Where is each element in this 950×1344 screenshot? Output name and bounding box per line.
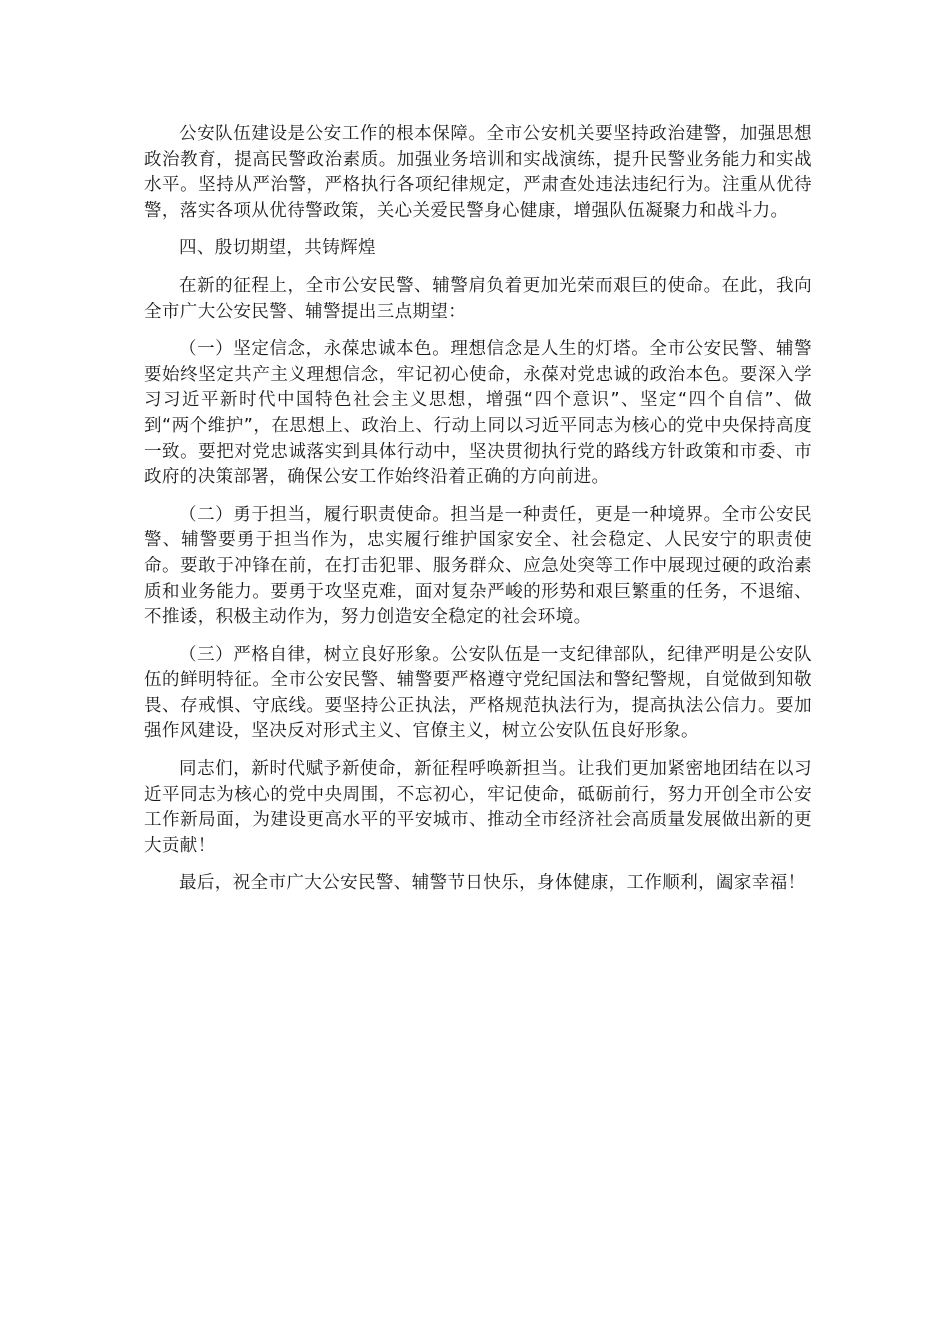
document-body <box>144 122 812 909</box>
paragraph-expectation-two: （二）勇于担当，履行职责使命。担当是一种责任，更是一种境界。全市公安民警、辅警要勇于担当作为，忠实履行维护国家安全、社会稳定、人民安宁的职责使命。要敢于冲锋在前，在打击犯罪、服务群众、应急处突等工作中展现过硬的政治素质和业务能力。要勇于攻坚克难，面对复杂严峻的形势和艰巨繁重的任务，不退缩、不推诿，积极主动作为，努力创造安全稳定的社会环境。 <box>144 504 812 628</box>
paragraph-intro-expectations: 在新的征程上，全市公安民警、辅警肩负着更加光荣而艰巨的使命。在此，我向全市广大公安民警、辅警提出三点期望： <box>144 275 812 322</box>
paragraph-call-to-action: 同志们，新时代赋予新使命，新征程呼唤新担当。让我们更加紧密地团结在以习近平同志为核心的党中央周围，不忘初心，牢记使命，砥砺前行，努力开创全市公安工作新局面，为建设更高水平的平安城市、推动全市经济社会高质量发展做出新的更大贡献！ <box>144 759 812 856</box>
paragraph-expectation-one: （一）坚定信念，永葆忠诚本色。理想信念是人生的灯塔。全市公安民警、辅警要始终坚定共产主义理想信念，牢记初心使命，永葆对党忠诚的政治本色。要深入学习习近平新时代中国特色社会主义思想，增强“四个意识”、坚定“四个自信”、做到“两个维护”，在思想上、政治上、行动上同以习近平同志为核心的党中央保持高度一致。要把对党忠诚落实到具体行动中，坚决贯彻执行党的路线方针政策和市委、市政府的决策部署，确保公安工作始终沿着正确的方向前进。 <box>144 339 812 488</box>
paragraph-closing-wishes: 最后，祝全市广大公安民警、辅警节日快乐，身体健康，工作顺利，阖家幸福！ <box>179 873 806 894</box>
paragraph-expectation-three: （三）严格自律，树立良好形象。公安队伍是一支纪律部队，纪律严明是公安队伍的鲜明特征。全市公安民警、辅警要严格遵守党纪国法和警纪警规，自觉做到知敬畏、存戒惧、守底线。要坚持公正执法，严格规范执法行为，提高执法公信力。要加强作风建设，坚决反对形式主义、官僚主义，树立公安队伍良好形象。 <box>144 644 812 742</box>
paragraph-team-building: 公安队伍建设是公安工作的根本保障。全市公安机关要坚持政治建警，加强思想政治教育，提高民警政治素质。加强业务培训和实战演练，提升民警业务能力和实战水平。坚持从严治警，严格执行各项纪律规定，严肃查处违法违纪行为。注重从优待警，落实各项从优待警政策，关心关爱民警身心健康，增强队伍凝聚力和战斗力。 <box>144 124 812 221</box>
section-heading-four: 四、殷切期望，共铸辉煌 <box>179 238 376 259</box>
